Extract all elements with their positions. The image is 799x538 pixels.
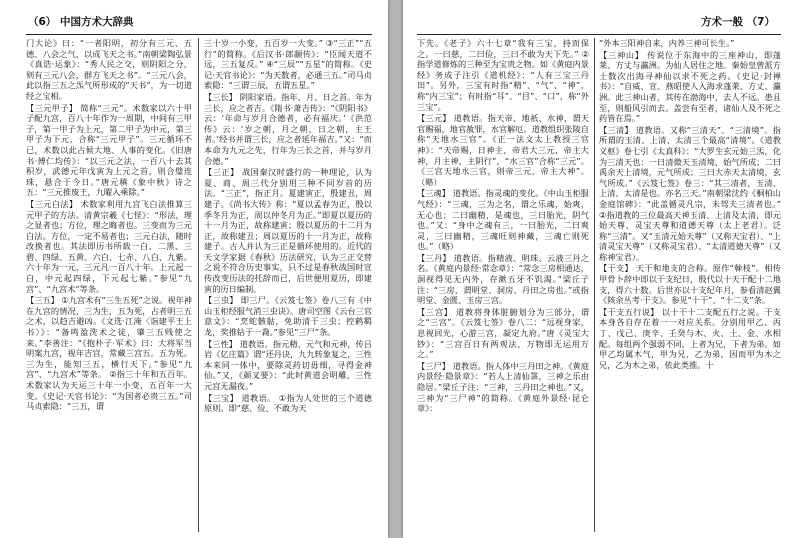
paragraph: 【干支】 天干和地支的合称。原作“榦枝”。相传甲骨卜辞中即以干支纪日，殷代以十天干配十二地支，得六十数。后世亦以十支纪年月，参看清赵翼《陔余丛考·干支》。参见“十干”、“十二支”条。 bbox=[599, 263, 781, 306]
paragraph: 【三长】 阴阳家语。指年、月、日之首。年为三长，应之者吉。《隋书·萧吉传》：“《阴阳书》云：‘年命与岁月合德者，必有福庆。’《洪范传》云：‘岁之朝，月之朝，日之朝，主王者。’经书并谓三长，应之者延年福吉。”又：“而本命为九元之先，行年为三长之首，并与岁月合德。” bbox=[204, 91, 372, 166]
paragraph: 【三正】 战国秦汉时盛行的一种理论，认为夏、商、周三代分别用三种不同岁首的历法。“三正”，指正月。夏建寅正，殷建丑，周建子。《尚书大传》称：“夏以孟春为正，殷以季冬月为正，周以仲冬月为正。”即夏以夏历的十一月为正，故称建寅；殷以夏历的十二月为正，故称建丑；周以夏历的十一月为正，故称建子。古人并认为三正是循环使用的。近代的天文学家据《春秋》历法研究，认为三正交替之说不符合历史事实，只不过是春秋战国时宣传改变历法的托辞而已，后世便用夏历，即建寅的历日编制。 bbox=[204, 167, 372, 294]
paragraph: 【三元白法】 术数家利用九宫飞白法推算三元甲子的方法。清黄宗羲《七怪》：“形法，理之显者也；方位，理之晦者也。三变而为三元白法。方位，一定不易者也；三元白法，随时改换者也。其法即历书所载一白、二黑、三碧、四绿、五黄、六白、七赤、八白、九紫。六十年为一元，三元凡一百八十年。上元起一白，中元起四绿，下元起七紫。”参见“九宫”、“九宫术”等条。 bbox=[26, 198, 192, 294]
page-header: （6） 中国方术大辞典 bbox=[28, 16, 134, 28]
header-rule bbox=[26, 34, 372, 35]
paragraph: 下先。《老子》六十七章“我有三宝，持而保之。一曰慈，二曰俭，三曰不敢为天下先。” ②指学道修炼的三种至为宝贵之物。如《黄庭内景经》务成子注引《道机经》：“人有三宝三丹田”。另外，三宝有时指“精”、“气”、“神”，称“内三宝”；有时指“耳”、“目”、“口”，称“外三宝”。 bbox=[417, 38, 589, 112]
paragraph: 【三五】 ①九宫术有“三生五死”之说。视年神在九宫的情况，三为生，五为死，占者明三五之术，以趋吉避凶。《文选·江淹〈诣建平王上书〉》：“备鸣盈洗术之徒，肇三五贱使之来。”李善注：“《抱朴子·军术》曰：大将军当明案九宫，视年吉宫，常藏三宫五。五为死。三为生，能知三五，横行天下。”参见“九宫”、“九宫术”等条。 ②指三十年和五百年。术数家认为天运三十年一小变，五百年一大变。《史记·天官书论》：“为国者必贵三五。”司马贞索隐：“三五，谓 bbox=[26, 295, 192, 412]
paragraph: 【三宝】 道教语。 ①指为人处世的三个道德原则。即“慈、俭、不敢为天 bbox=[204, 392, 372, 414]
paragraph: 【干支五行说】 以十干十二支配五行之说。干支本身各自存在着一一对应关系。分别用甲乙、丙丁、戊己、庚辛、壬癸与木、火、土、金、水相配。每组两个强弱不同，上者为兄，下者为弟。如甲乙均属木气，甲为兄，乙为弟，因而甲为木之兄，乙为木之弟，依此类推。十 bbox=[599, 306, 781, 370]
paragraph: 【三魂】 道教语。指灵魂的变化。《中山玉柜服气经》：“三魂，三为之名，谓之乐魂，始爽，无心也；二曰幽精，是魂也，三曰胎光，阴气也。”又：“身中之魂有三，一曰胎光，二曰爽灵，三曰幽精，三魂旺则神藏，三魂亡则死也。”（略） bbox=[417, 188, 589, 252]
paragraph: 【三丹】 道教语。指精液、明珠、云液三丹之名。《黄庭内景经·常念章》：“常念三房相通达，洞视得见无内外，存漱五牙不饥渴。”梁丘子注：“三房，谓明堂、洞房、丹田之房也。”或指明堂、金匮、玉房三宫。 bbox=[417, 252, 589, 306]
text-column-left bbox=[417, 38, 589, 530]
text-column-right bbox=[204, 38, 372, 530]
right-page bbox=[403, 0, 799, 538]
paragraph: 门大论》曰：“一者阳明，初分有三元、五德、八会之气，以成飞天之书。”南朝梁陶弘景《真诰·运象》：“秀人民之交，则阴阳之分，则有三元八会，群方飞天之书”。“三元八会，此以指三五之炁气所形成的“天书”，为一切道经之宝相。 bbox=[26, 38, 192, 101]
paragraph: 【三尸】 道教语。指人体中三丹田之神。《黄庭内景经·隐景章》：“若人上清仙箓，三神之乐由隐居。”梁丘子注：“三神，三丹田之神也。”又，三神为“三尸神”的简称。《黄庭外景经·昆仑章》： bbox=[417, 360, 589, 414]
paragraph: 【三宫】 道教将身体脏腑划分为三部分，谓之“三宫”。《云笈七签》卷八二：“远视身家，息视回光，心游三宫，凝定九府。”唐《灵宝大钞》：“三宫百日有两观法，万物即无运用万之。” bbox=[417, 306, 589, 360]
paragraph: 【三元】 道教语。指天帝、地祇、水神，谓天官赐福，地官赦罪，水官解厄。道教组织张陵自称“天地水三官”。《正一法文太上教授三官神》：“天帝赐，日神主，帝君大三元，帝主大神，月主神，主阴行”，“水三官”合称“三元”。《三宫天地水三官，则帝三元，帝主大神”。（略） bbox=[417, 113, 589, 187]
paragraph: “外本三阳神自来，内养三神可长生。” bbox=[599, 38, 735, 48]
paragraph: 【三清】 道教语。又称“三清天”、“三清境”。指所谓的玉清、上清、太清三个最高“清境”。《道教义枢》卷七引《太真科》：“大罗生玄元始三炁，化为三清天也：一曰清微天玉清境，始气所成；二曰禹余天上清境，元气所成；三曰大赤天太清境，玄气所成。”《云笈七签》卷三：“其三清者，玉清、上清、太清是也。亦名三天。”南朝梁沈约《桐柏山金庭馆碑》：“此盖循灵凡宗，未驾夫三清者也。” ②指道教的三位最高天神玉清、上清及太清，即元始天尊、灵宝天尊和道德天尊（太上老君）。泛称“三清”。又“玉清元始天尊”（又称天宝君）、“上清灵宝天尊”（又称灵宝君）、“太清道德天尊”（又称神宝君）。 bbox=[599, 124, 781, 262]
paragraph: 【三神山】 传说位于东海中的三座神山，即蓬莱、方丈与瀛洲。为仙人居住之地。秦始皇曾派方士数次出海寻神仙以求不死之药。《史记·封禅书》：“自威、宣、燕昭使人入海求蓬莱、方丈、瀛洲。此三神山者，其传在渤海中，去人不远。患且至，则船风引而去。盖尝有至者，诸仙人及不死之药皆在焉。” bbox=[599, 49, 781, 124]
text-column-right bbox=[599, 38, 781, 530]
page-header: 方术一般 （7） bbox=[701, 16, 775, 28]
paragraph: 【三性】 道教语。指元精、元气和元神，传吕岩《亿庄篇》谓“还丹诀，九九转象复之，三性本来同一体中，要除灵药切毋细，寻得金神仙。”又，《颜叉要》：“此时黄道会明雕，三性元宫无漏夜。” bbox=[204, 338, 372, 391]
paragraph: 【三元甲子】 简称“三元”。术数家以六十甲子配九宫，百八十年作为一周期，中间有三甲子，第一甲子为上元，第二甲子为中元，第三甲子为下元，合称“三元甲子”。三元循环不已，术数以此占候大地、人事的变化。《旧唐书·傅仁均传》：“以三元之法，一百八十去其积岁，武德元年戊寅为上元之首，则合璧连珠，悬合于今日。”唐元稹《象中秋》诗之五：“三元推废王，九曜入乘除。” bbox=[26, 102, 192, 198]
left-page bbox=[0, 0, 388, 538]
header-rule bbox=[417, 34, 781, 35]
column-divider bbox=[198, 38, 199, 532]
column-divider bbox=[594, 38, 595, 532]
paragraph: 三十岁一小变，五百岁一大变。” ③“三正”“五行”的简称。《后汉书·郎颛传》：“臣闻天道不远，三五复反。” ④“三辰”“五星”的简称。《史记·天官书论》：“为天数者，必通三五。”司马贞索隐：“三谓三辰，五谓五星。” bbox=[204, 38, 372, 91]
paragraph: 【三虫】 即三尸。《云笈七签》卷八三有《中山玉柜经服气消三虫诀》。唐司空图《云台三官意文》：“烹蛇骸骷，免助清于三虫；控鹤羁龙，奖推钻于一毳。”参见“三尸”条。 bbox=[204, 295, 372, 338]
text-column-left bbox=[26, 38, 192, 530]
